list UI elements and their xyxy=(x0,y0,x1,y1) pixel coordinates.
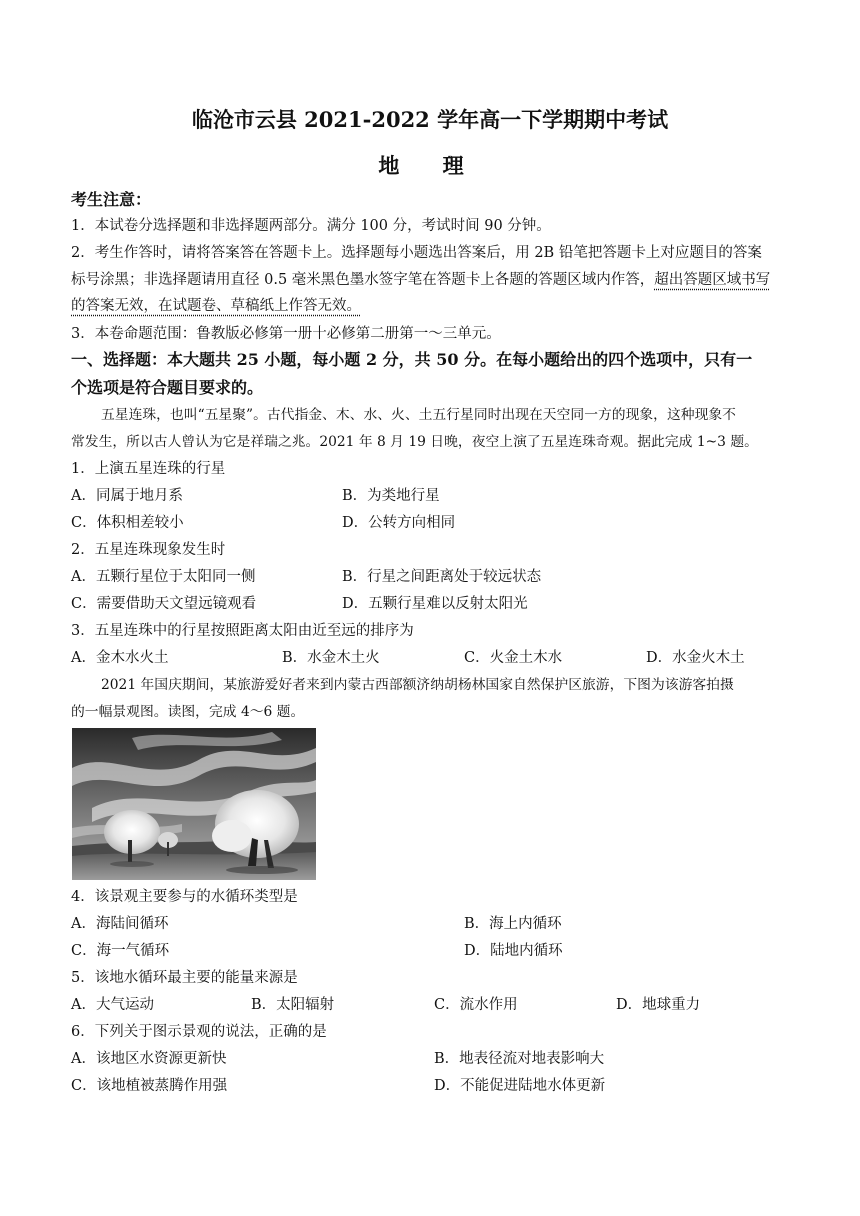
question-2-option-b: B．行星之间距离处于较远状态 xyxy=(342,569,542,585)
question-3-option-a: A．金木水火土 xyxy=(71,650,169,666)
landscape-photo xyxy=(72,728,316,880)
question-6-option-a: A．该地区水资源更新快 xyxy=(71,1051,227,1067)
passage-2-line-2: 的一幅景观图。读图，完成 4～6 题。 xyxy=(71,704,305,720)
question-1-option-a: A．同属于地月系 xyxy=(71,488,183,504)
question-1-option-c: C．体积相差较小 xyxy=(71,515,184,531)
passage-1-line-2: 常发生，所以古人曾认为它是祥瑞之兆。2021 年 8 月 19 日晚，夜空上演了五星连珠奇观。据此完成 1~3 题。 xyxy=(71,434,758,450)
question-6-option-b: B．地表径流对地表影响大 xyxy=(434,1051,605,1067)
section-heading-line-1: 一、选择题：本大题共 25 小题，每小题 2 分，共 50 分。在每小题给出的四个选项中，只有一 xyxy=(71,350,753,369)
question-2-option-c: C．需要借助天文望远镜观看 xyxy=(71,596,257,612)
question-5-option-d: D．地球重力 xyxy=(616,997,701,1013)
question-3-option-c: C．火金土木水 xyxy=(464,650,563,666)
question-4-option-d: D．陆地内循环 xyxy=(464,943,563,959)
exam-title: 临沧市云县 2021-2022 学年高一下学期期中考试 xyxy=(191,107,669,132)
passage-2-line-1: 2021 年国庆期间，某旅游爱好者来到内蒙古西部额济纳胡杨林国家自然保护区旅游，下图为该游客拍摄 xyxy=(101,677,734,693)
question-1-option-b: B．为类地行星 xyxy=(342,488,440,504)
question-3-stem: 3．五星连珠中的行星按照距离太阳由近至远的排序为 xyxy=(71,623,414,639)
notice-heading: 考生注意： xyxy=(71,190,152,209)
question-5-option-a: A．大气运动 xyxy=(71,997,154,1013)
notice-item-2-line-1: 2．考生作答时，请将答案答在答题卡上。选择题每小题选出答案后，用 2B 铅笔把答题卡上对应题目的答案 xyxy=(71,245,762,261)
question-4-option-b: B．海上内循环 xyxy=(464,916,562,932)
notice-item-1: 1．本试卷分选择题和非选择题两部分。满分 100 分，考试时间 90 分钟。 xyxy=(71,218,551,234)
section-heading-line-2: 个选项是符合题目要求的。 xyxy=(71,378,264,397)
question-1-stem: 1．上演五星连珠的行星 xyxy=(71,461,226,477)
question-6-option-d: D．不能促进陆地水体更新 xyxy=(434,1078,606,1094)
question-2-option-d: D．五颗行星难以反射太阳光 xyxy=(342,596,528,612)
notice-item-2-emphasis: 超出答题区域书写 xyxy=(654,272,771,288)
question-5-option-c: C．流水作用 xyxy=(434,997,518,1013)
question-5-stem: 5．该地水循环最主要的能量来源是 xyxy=(71,970,298,986)
notice-item-2-line-2 xyxy=(71,270,770,290)
question-5-option-b: B．太阳辐射 xyxy=(251,997,335,1013)
subject-title: 地 理 xyxy=(378,153,482,178)
notice-item-3: 3．本卷命题范围：鲁教版必修第一册十必修第二册第一～三单元。 xyxy=(71,326,501,342)
question-2-option-a: A．五颗行星位于太阳同一侧 xyxy=(71,569,256,585)
question-4-option-c: C．海一气循环 xyxy=(71,943,170,959)
question-3-option-d: D．水金火木土 xyxy=(646,650,745,666)
question-6-option-c: C．该地植被蒸腾作用强 xyxy=(71,1078,228,1094)
question-6-stem: 6．下列关于图示景观的说法，正确的是 xyxy=(71,1024,327,1040)
notice-item-2-line-2-text: 标号涂黑；非选择题请用直径 0.5 毫米黑色墨水签字笔在答题卡上各题的答题区域内作答， xyxy=(71,272,655,288)
question-2-stem: 2．五星连珠现象发生时 xyxy=(71,542,226,558)
notice-item-2-line-3: 的答案无效，在试题卷、草稿纸上作答无效。 xyxy=(71,298,361,314)
question-4-option-a: A．海陆间循环 xyxy=(71,916,169,932)
question-1-option-d: D．公转方向相同 xyxy=(342,515,456,531)
question-4-stem: 4．该景观主要参与的水循环类型是 xyxy=(71,889,298,905)
question-3-option-b: B．水金木土火 xyxy=(282,650,380,666)
passage-1-line-1: 五星连珠，也叫“五星聚”。古代指金、木、水、火、土五行星同时出现在天空同一方的现象，这种现象不 xyxy=(101,407,736,423)
